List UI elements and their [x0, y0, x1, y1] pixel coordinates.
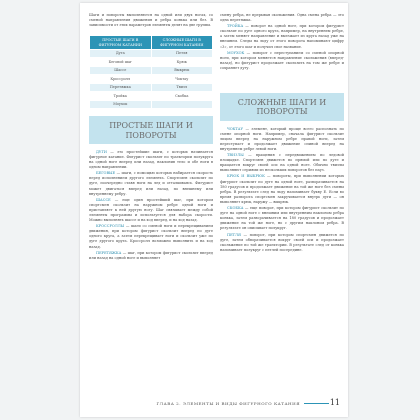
table-header-row: [90, 36, 213, 50]
paragraph-shasse: [89, 198, 213, 223]
term: ПЕТЛЯ: [227, 232, 241, 237]
term: БЕГОВЫЕ: [96, 171, 116, 176]
paragraph-tvizly: [220, 153, 344, 173]
book-page: [80, 3, 348, 417]
paragraph-skobka: [220, 206, 344, 231]
paragraph-text: — шаги, с помощью которых набирается скорость перед исполнением другого элемента. Спортсмен скользит по дуге, поочередно ставя ноги на лед и отталкиваясь. Фигурист может двигаться вперед или назад, по внешнему или внутреннему ребру.: [89, 171, 213, 196]
paragraph-begovye: [89, 171, 213, 196]
paragraph-choktau: [220, 127, 344, 152]
paragraph-kryuk: [220, 174, 344, 205]
table-row: [90, 100, 213, 108]
term: КРЮК И ВЫКРЮК: [227, 174, 265, 179]
footer-accent-bar: [304, 403, 329, 404]
table-cell: Твизл: [151, 83, 213, 91]
intro-paragraph: Шаги и повороты выполняются на одной или двух ногах, со сменой направления движения и ребра конька или без. В зависимости от этих параметров элементы делят на две группы.: [89, 13, 213, 28]
section-heading-complex: СЛОЖНЫЕ ШАГИ И ПОВОРОТЫ: [220, 93, 344, 121]
paragraph-text: — еще поворот, при котором фигурист скользит по дуге на одной ноге с внешним или внутренним наклоном ребра конька, затем разворачивается на 180 градусов и продолжает движение на той же ноге, но с другим наклоном ребра. В результате он описывает полукруг.: [220, 206, 344, 231]
term: МОУХОК: [227, 50, 245, 55]
paragraph-text: — шаги со сменой ноги и перекрещиванием движения, при котором фигурист скользит вперед по дуге одного круга, а затем перекрещивает ноги и скользит уже по дуге другого круга. Кроссролл возможно выполнить и на ход назад.: [89, 224, 213, 249]
table-cell: Чоктау: [151, 75, 213, 83]
paragraph-text: — поворот на одной ноге, при котором фигурист скользит по дуге одного круга, например, на внутреннем ребре, а затем меняет направление и выезжает из круга назад уже на внешнем. Следы на льду от этого поворота напоминают цифру «3», от этого шаг и получил свое название.: [220, 24, 344, 49]
steps-table: [89, 35, 213, 109]
paragraph-text: — вращения с передвижением по ледовой площадке. Спортсмен движется по прямой или по дуге и вращается вокруг своей оси на одной ноге. Обычно твизлы выполняют сериями из нескольких поворотов без пауз.: [220, 153, 344, 173]
table-header-complex: СЛОЖНЫЕ ШАГИ В ФИГУРНОМ КАТАНИИ: [151, 36, 213, 50]
table-cell: [151, 100, 213, 108]
table-cell: Перетяжка: [90, 83, 152, 91]
page-footer: [80, 398, 348, 412]
term: ЧОКТАУ: [227, 126, 244, 131]
term: ШАССЕ: [96, 197, 111, 202]
paragraph-text: — еще один простейший шаг, при котором спортсмен скользит на наружном ребре одной ноги и приставляет к ней другую ногу. Шаг связывает между собой элементы программы и используется для набора скорости. Можно выполнять шассе и на ход вперед, и на ход назад.: [89, 197, 213, 223]
paragraph-troyka: [220, 24, 344, 49]
paragraph-text: — элемент, который проще всего распознать по смене опорной ноги. Например, сначала фигурист скользит лицом вперед на наружном ребре правой ноги, затем переступает и продолжает движение спиной вперед на внутреннем ребре левой ноги.: [220, 126, 344, 151]
table-row: [90, 49, 213, 57]
table-header-simple: ПРОСТЫЕ ШАГИ В ФИГУРНОМ КАТАНИИ: [90, 36, 152, 50]
table-cell: Шассе: [90, 66, 152, 74]
table-cell: Скобка: [151, 92, 213, 100]
paragraph-text: — это простейшие шаги, с которых начинается фигурное катание. Фигурист скользит по траектории полукруга на одной ноге вперед или назад, наклонив тело и обе ноги в одном направлении.: [89, 149, 213, 170]
table-cell: Петля: [151, 49, 213, 57]
term: ТРОЙКА: [227, 24, 244, 29]
term: ПЕРЕТЯЖКА: [96, 250, 122, 255]
term: КРОССРОЛЛЫ: [96, 224, 125, 229]
paragraph-text: — поворот, при котором спортсмен движется по дуге, затем обворачивается вокруг своей оси и продолжает скольжение по той же траектории. В результате след от конька напоминает полукруг с петлей посередине.: [220, 232, 344, 252]
table-row: [90, 83, 213, 91]
table-row: [90, 92, 213, 100]
term: ДУГИ: [96, 149, 107, 154]
paragraph-krossrolly: [89, 224, 213, 249]
page-number: 11: [329, 398, 340, 407]
section-heading-simple: ПРОСТЫЕ ШАГИ И ПОВОРОТЫ: [89, 116, 213, 144]
paragraph-text: — повороты, при выполнении которых фигурист скользит по дуге на одной ноге, разворачивается на 180 градусов и продолжает движение на той же ноге без смены ребра. В результате след на льду напоминает букву Е. Если во время разворота спортсмен закручивается внутрь дуги — он выполняет крюк, наружу — выкрюк.: [220, 174, 344, 204]
paragraph-continued: [220, 13, 344, 23]
table-cell: Выкрюк: [151, 66, 213, 74]
table-cell: Кроссролл: [90, 75, 152, 83]
left-column: [89, 13, 213, 262]
table-row: [90, 75, 213, 83]
paragraph-mouhok: [220, 51, 344, 71]
term: ТВИЗЛЫ: [227, 153, 244, 158]
paragraph-text: — поворот с переступанием со сменой опорной ноги, при котором меняется направление скольжения (вперед-назад), но фигурист продолжает скользить на том же ребре и сохраняет дугу.: [220, 50, 344, 70]
table-cell: Дуга: [90, 49, 152, 57]
table-cell: Тройка: [90, 92, 152, 100]
right-column: [220, 13, 344, 254]
table-cell: Крюк: [151, 58, 213, 66]
term: СКОБКА: [227, 206, 244, 211]
table-row: [90, 66, 213, 74]
table-cell: Беговой шаг: [90, 58, 152, 66]
paragraph-text: — шаг, при котором фигурист скользит вперед или назад на одной ноге и выполняет: [89, 250, 213, 260]
paragraph-text: смену ребра, не прерывая скольжения. Одна смена ребра — это одна перетяжка.: [220, 13, 344, 23]
paragraph-peretyazhka: [89, 251, 213, 261]
table-row: [90, 58, 213, 66]
table-cell: Моухок: [90, 100, 152, 108]
paragraph-petlya: [220, 233, 344, 253]
chapter-label: ГЛАВА 2. ЭЛЕМЕНТЫ И ВИДЫ ФИГУРНОГО КАТАНИЯ: [156, 401, 300, 406]
paragraph-dugi: [89, 150, 213, 170]
